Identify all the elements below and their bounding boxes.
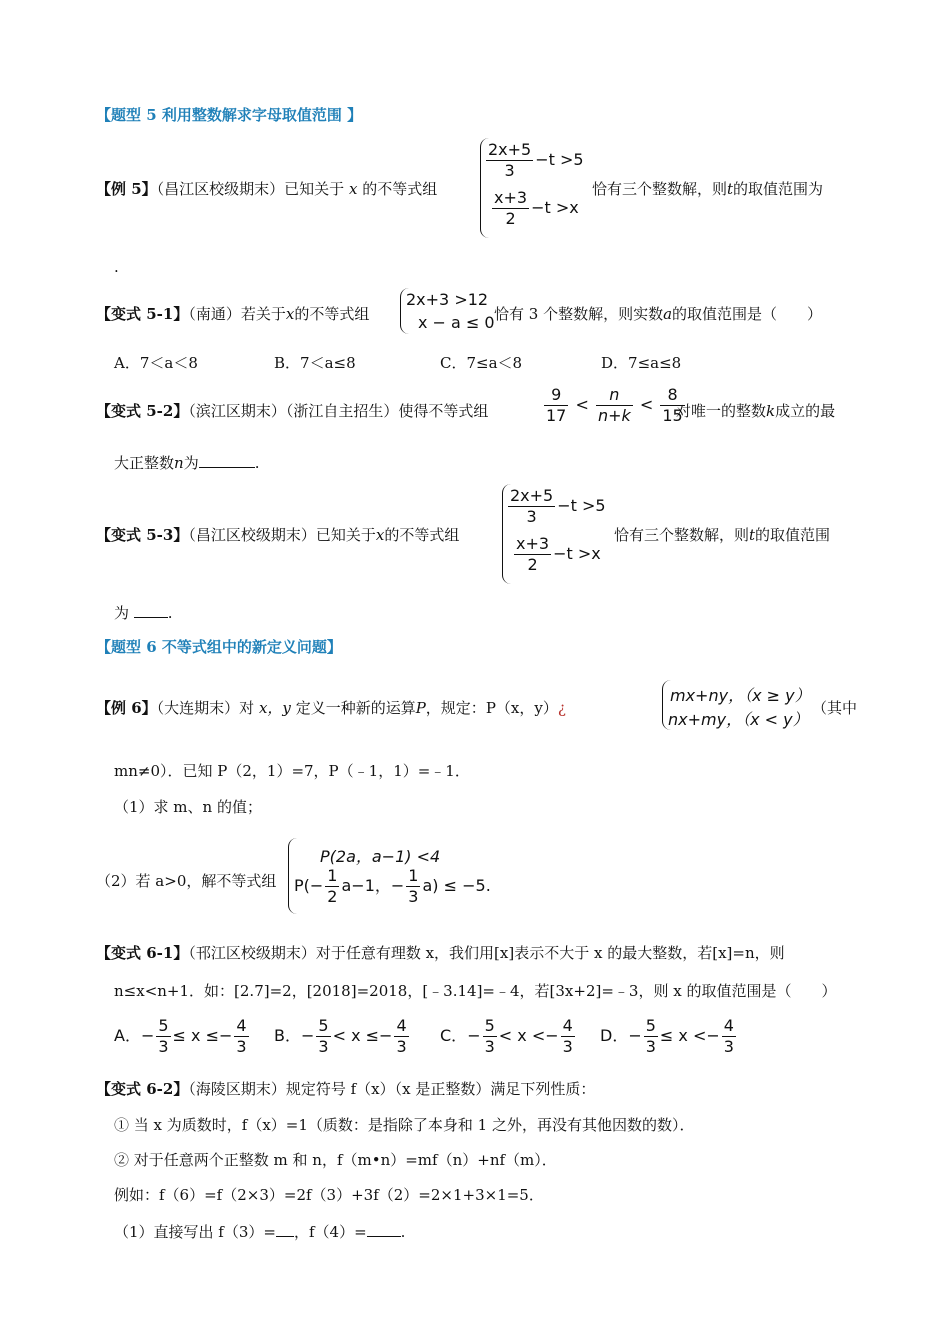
- variant-6-2-property-1: ① 当 x 为质数时，f（x）=1（质数：是指除了本身和 1 之外，再没有其他因数的数）．: [114, 1116, 695, 1134]
- ex6-case-2: nx+my，（x < y）: [668, 710, 809, 729]
- variant-5-3-line1-end: 恰有三个整数解，则t的取值范围: [614, 526, 831, 544]
- variant-6-2-example: 例如：f（6）=f（2×3）=2f（3）+3f（2）=2×1+3×1=5．: [114, 1186, 544, 1204]
- variant-5-2-line1-end: 对唯一的整数k成立的最: [676, 402, 836, 420]
- option-b[interactable]: B．− $\frac{5}{3}$ < x ≤− $\frac{4}{3}$: [274, 1016, 407, 1056]
- option-a[interactable]: A．7＜a＜8: [114, 354, 198, 372]
- option-c[interactable]: C．− $\frac{5}{3}$ < x <− $\frac{4}{3}$: [440, 1016, 573, 1056]
- answer-blank[interactable]: [276, 1236, 294, 1237]
- option-c[interactable]: C．7≤a＜8: [440, 354, 523, 372]
- section-heading-5: 【题型 5 利用整数解求字母取值范围 】: [96, 106, 363, 124]
- v53-ineq-2: $\frac{x+3}{2}$ −t >x: [516, 534, 601, 574]
- example-5-mid: 的不等式组: [362, 180, 438, 198]
- example-5-tag: 【例 5】: [96, 180, 157, 198]
- example-6-q1: （1）求 m、n 的值；: [114, 798, 262, 816]
- example-6-q2: （2）若 a>0，解不等式组: [96, 872, 277, 890]
- option-d[interactable]: D．7≤a≤8: [601, 354, 682, 372]
- example-5-line1: [96, 178, 437, 199]
- variant-5-1-line1: 【变式 5-1】（南通）若关于x的不等式组: [96, 305, 370, 323]
- answer-blank[interactable]: [367, 1236, 401, 1237]
- variant-6-1-line1: 【变式 6-1】（邗江区校级期末）对于任意有理数 x，我们用[x]表示不大于 x 的最大整数，若[x]=n，则: [96, 944, 785, 962]
- variant-5-1-line1-end: 恰有 3 个整数解，则实数a的取值范围是（ ）: [494, 305, 823, 323]
- variant-5-3-line2: 为 .: [114, 604, 173, 622]
- variant-5-2-line2: 大正整数n为 .: [114, 454, 260, 472]
- option-b[interactable]: B．7＜a≤8: [274, 354, 356, 372]
- ex6-sys-1: P(2a，a−1) <4: [320, 847, 441, 866]
- option-d[interactable]: D．− $\frac{5}{3}$ ≤ x <− $\frac{4}{3}$: [600, 1016, 734, 1056]
- example-5-period: .: [114, 258, 119, 276]
- example-6-line2: mn≠0）．已知 P（2，1）=7，P（﹣1，1）=﹣1．: [114, 762, 470, 780]
- variant-6-2-q1: （1）直接写出 f（3）= ，f（4）= .: [114, 1223, 406, 1241]
- variant-6-2-property-2: ② 对于任意两个正整数 m 和 n，f（m•n）=mf（n）+nf（m）．: [114, 1151, 557, 1169]
- example-6-line1-end: （其中: [812, 699, 858, 717]
- example-5-line1-end: 恰有三个整数解，则t的取值范围为: [592, 180, 824, 198]
- example-5-source: （昌江区校级期末）已知关于: [156, 180, 345, 198]
- answer-blank[interactable]: [134, 617, 168, 618]
- option-a[interactable]: A．− $\frac{5}{3}$ ≤ x ≤− $\frac{4}{3}$: [114, 1016, 247, 1056]
- ex6-sys-2: P(− $\frac{1}{2}$ a−1，− $\frac{1}{3}$ a) ≤ −5.: [294, 866, 491, 906]
- v51-ineq-1: 2x+3 >12: [406, 290, 489, 309]
- v51-ineq-2: x − a ≤ 0: [418, 313, 495, 332]
- variant-6-1-line2: n≤x<n+1．如：[2.7]=2，[2018]=2018，[﹣3.14]=﹣4，若[3x+2]=﹣3，则 x 的取值范围是（ ）: [114, 982, 837, 1000]
- answer-blank[interactable]: [199, 467, 255, 468]
- v52-chain: $\frac{9}{17}$ < $\frac{n}{n+k}$ < $\frac{8}{15}$: [546, 385, 683, 425]
- variant-5-2-line1: 【变式 5-2】（滨江区期末）（浙江自主招生）使得不等式组: [96, 402, 489, 420]
- section-heading-6: 【题型 6 不等式组中的新定义问题】: [96, 638, 342, 656]
- example-6-line1: 【例 6】（大连期末）对 x，y 定义一种新的运算P，规定：P（x，y）¿: [96, 699, 566, 717]
- var-x: x: [348, 180, 358, 198]
- variant-5-3-line1: 【变式 5-3】（昌江区校级期末）已知关于x的不等式组: [96, 526, 460, 544]
- variant-6-2-line1: 【变式 6-2】（海陵区期末）规定符号 f（x）（x 是正整数）满足下列性质：: [96, 1080, 596, 1098]
- v53-ineq-1: $\frac{2x+5}{3}$ −t >5: [510, 486, 606, 526]
- ex5-ineq-2: $\frac{x+3}{2}$ −t >x: [494, 188, 579, 228]
- ex5-ineq-1: $\frac{2x+5}{3}$ −t >5: [488, 140, 584, 180]
- ex6-case-1: mx+ny，（x ≥ y）: [670, 686, 811, 705]
